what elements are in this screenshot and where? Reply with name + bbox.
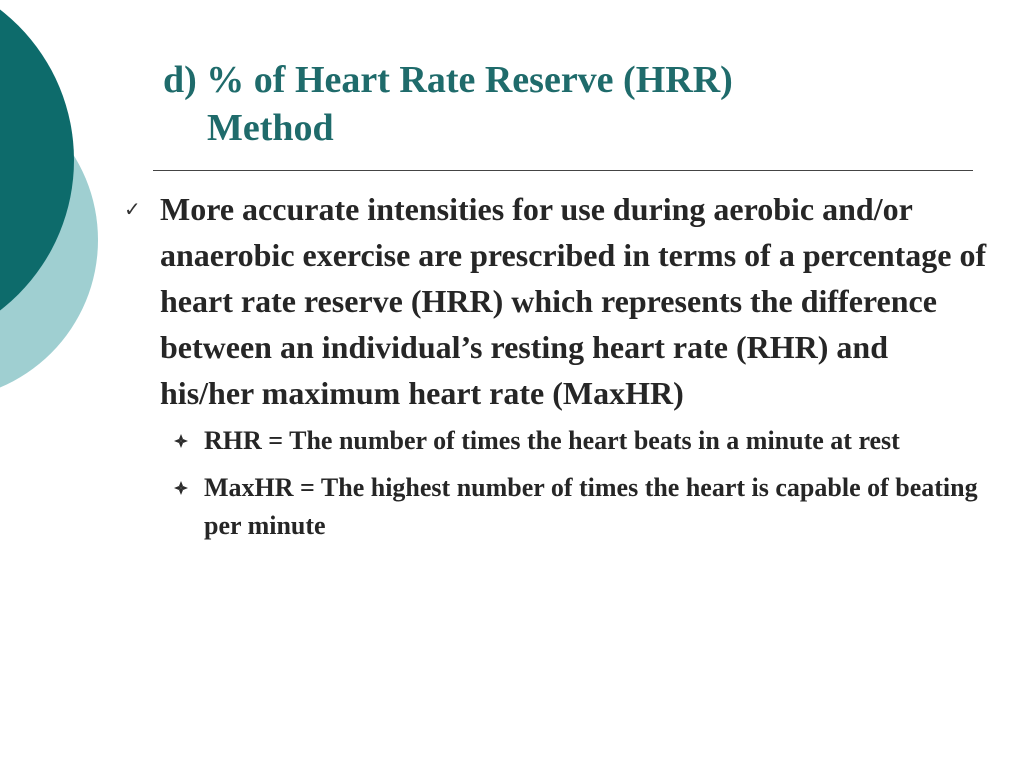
diamond-bullet-icon [174,481,188,495]
bullet-list [118,186,988,554]
title-divider [153,170,973,171]
sub-bullet-item-rhr [160,422,988,460]
sub-bullet-text-maxhr: MaxHR = The highest number of times the heart is capable of beating per minute [204,473,978,540]
slide-title [163,56,923,152]
sub-bullet-item-maxhr [160,469,988,545]
main-bullet-text: More accurate intensities for use during aerobic and/or anaerobic exercise are prescribed in terms of a percentage of heart rate reserve (HRR) which represents the difference between an individual’s resting heart rate (RHR) and his/her maximum heart rate (MaxHR) [160,191,987,411]
title-line-1: d) % of Heart Rate Reserve (HRR) [163,59,733,101]
diamond-bullet-icon [174,434,188,448]
sub-bullet-text-rhr: RHR = The number of times the heart beats in a minute at rest [204,426,900,455]
checkmark-icon: ✓ [124,197,141,221]
title-line-2: Method [207,107,334,149]
main-bullet-item [118,186,988,545]
sub-bullet-list [160,422,988,545]
